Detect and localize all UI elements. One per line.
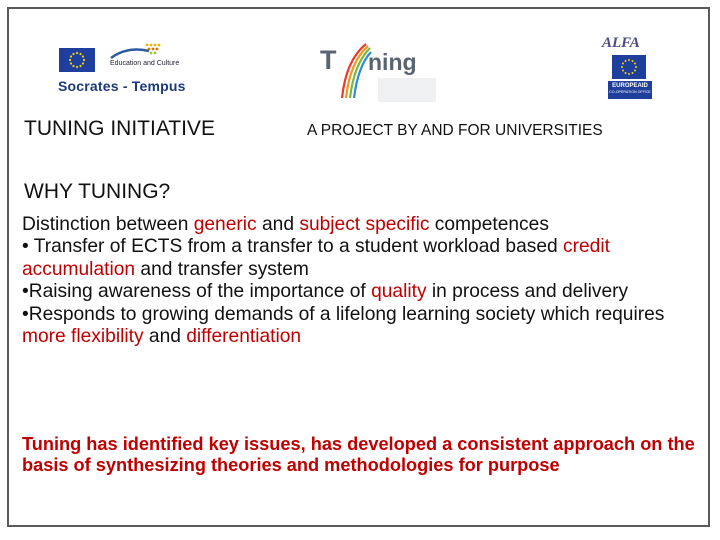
header-project-tagline: A PROJECT BY AND FOR UNIVERSITIES xyxy=(307,122,603,139)
alfa-wordmark: ALFA xyxy=(602,35,640,51)
tuning-swirl-icon xyxy=(336,40,372,100)
text-segment: in process and delivery xyxy=(426,281,629,303)
paragraph-quality xyxy=(22,281,712,303)
europeaid-box xyxy=(608,81,652,99)
socrates-tempus-label: Socrates - Tempus xyxy=(58,78,186,94)
text-segment: and transfer system xyxy=(135,258,309,280)
highlight-subject-specific: subject specific xyxy=(299,214,430,235)
socrates-tempus-logo xyxy=(55,40,195,100)
text-segment: •Raising awareness of the importance of xyxy=(22,281,372,303)
text-segment: and xyxy=(256,214,300,235)
highlight-credit-accumulation: credit accumulation xyxy=(22,236,610,280)
education-culture-caption: Education and Culture xyxy=(110,60,180,67)
paragraph-ects xyxy=(22,236,712,281)
highlight-more-flexibility: more flexibility xyxy=(22,326,144,348)
eu-flag-icon xyxy=(59,48,95,72)
text-segment: and xyxy=(143,326,187,348)
section-title: WHY TUNING? xyxy=(24,180,171,203)
tuning-logo xyxy=(318,40,438,102)
body-text xyxy=(22,214,712,348)
conclusion-text: Tuning has identified key issues, has developed a consistent approach on the basis of synthesizing theories and methodologies for purpose xyxy=(22,434,695,475)
tuning-logo-t: T xyxy=(320,45,337,75)
alfa-europeaid-logo xyxy=(598,35,668,105)
education-culture-mark-icon xyxy=(107,42,167,62)
paragraph-lifelong xyxy=(22,304,712,349)
eu-flag-small-icon xyxy=(612,55,646,79)
text-segment: • Transfer of ECTS from a transfer to a student workload based xyxy=(22,236,564,258)
europeaid-subtitle: CO-OPERATION OFFICE xyxy=(609,90,651,94)
highlight-generic: generic xyxy=(193,214,257,235)
paragraph-competences xyxy=(22,214,712,236)
highlight-quality: quality xyxy=(371,281,427,303)
tuning-logo-shade xyxy=(378,78,436,102)
europeaid-title: EUROPEAID xyxy=(612,83,648,89)
tuning-logo-text: ning xyxy=(368,49,417,75)
header-tuning-initiative: TUNING INITIATIVE xyxy=(24,117,215,140)
text-segment: Distinction between xyxy=(22,214,194,235)
text-segment: •Responds to growing demands of a lifelong learning society which requires xyxy=(22,303,665,325)
text-segment: competences xyxy=(429,214,549,235)
highlight-differentiation: differentiation xyxy=(186,326,302,348)
